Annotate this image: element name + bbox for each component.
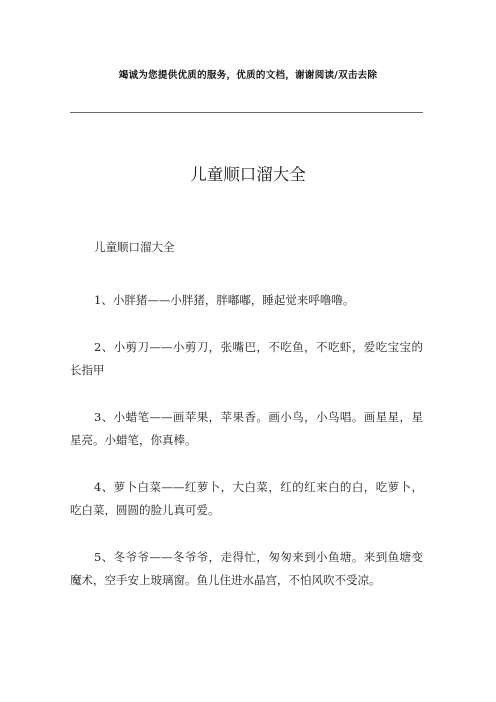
rhyme-paragraph: 3、小蜡笔——画苹果，苹果香。画小鸟，小鸟唱。画星星，星星亮。小蜡笔，你真棒。: [70, 410, 423, 447]
header-note[interactable]: 竭诚为您提供优质的服务，优质的文档，谢谢阅读/双击去除: [118, 70, 378, 81]
rhyme-paragraph: 2、小剪刀——小剪刀，张嘴巴，不吃鱼，不吃虾，爱吃宝宝的长指甲: [70, 340, 423, 377]
document-subtitle: 儿童顺口溜大全: [94, 240, 175, 254]
rhyme-paragraph: 5、冬爷爷——冬爷爷，走得忙，匆匆来到小鱼塘。来到鱼塘变魔术，空手安上玻璃窗。鱼儿住进水晶宫，不怕风吹不受凉。: [70, 550, 423, 587]
rhyme-paragraph: 4、萝卜白菜——红萝卜，大白菜，红的红来白的白，吃萝卜，吃白菜，圆圆的脸儿真可爱。: [70, 480, 423, 517]
header-divider: [70, 112, 423, 113]
document-title: 儿童顺口溜大全: [190, 165, 306, 184]
document-body: [70, 236, 423, 616]
rhyme-paragraph: 1、小胖猪——小胖猪，胖嘟嘟，睡起觉来呼噜噜。: [94, 293, 355, 307]
